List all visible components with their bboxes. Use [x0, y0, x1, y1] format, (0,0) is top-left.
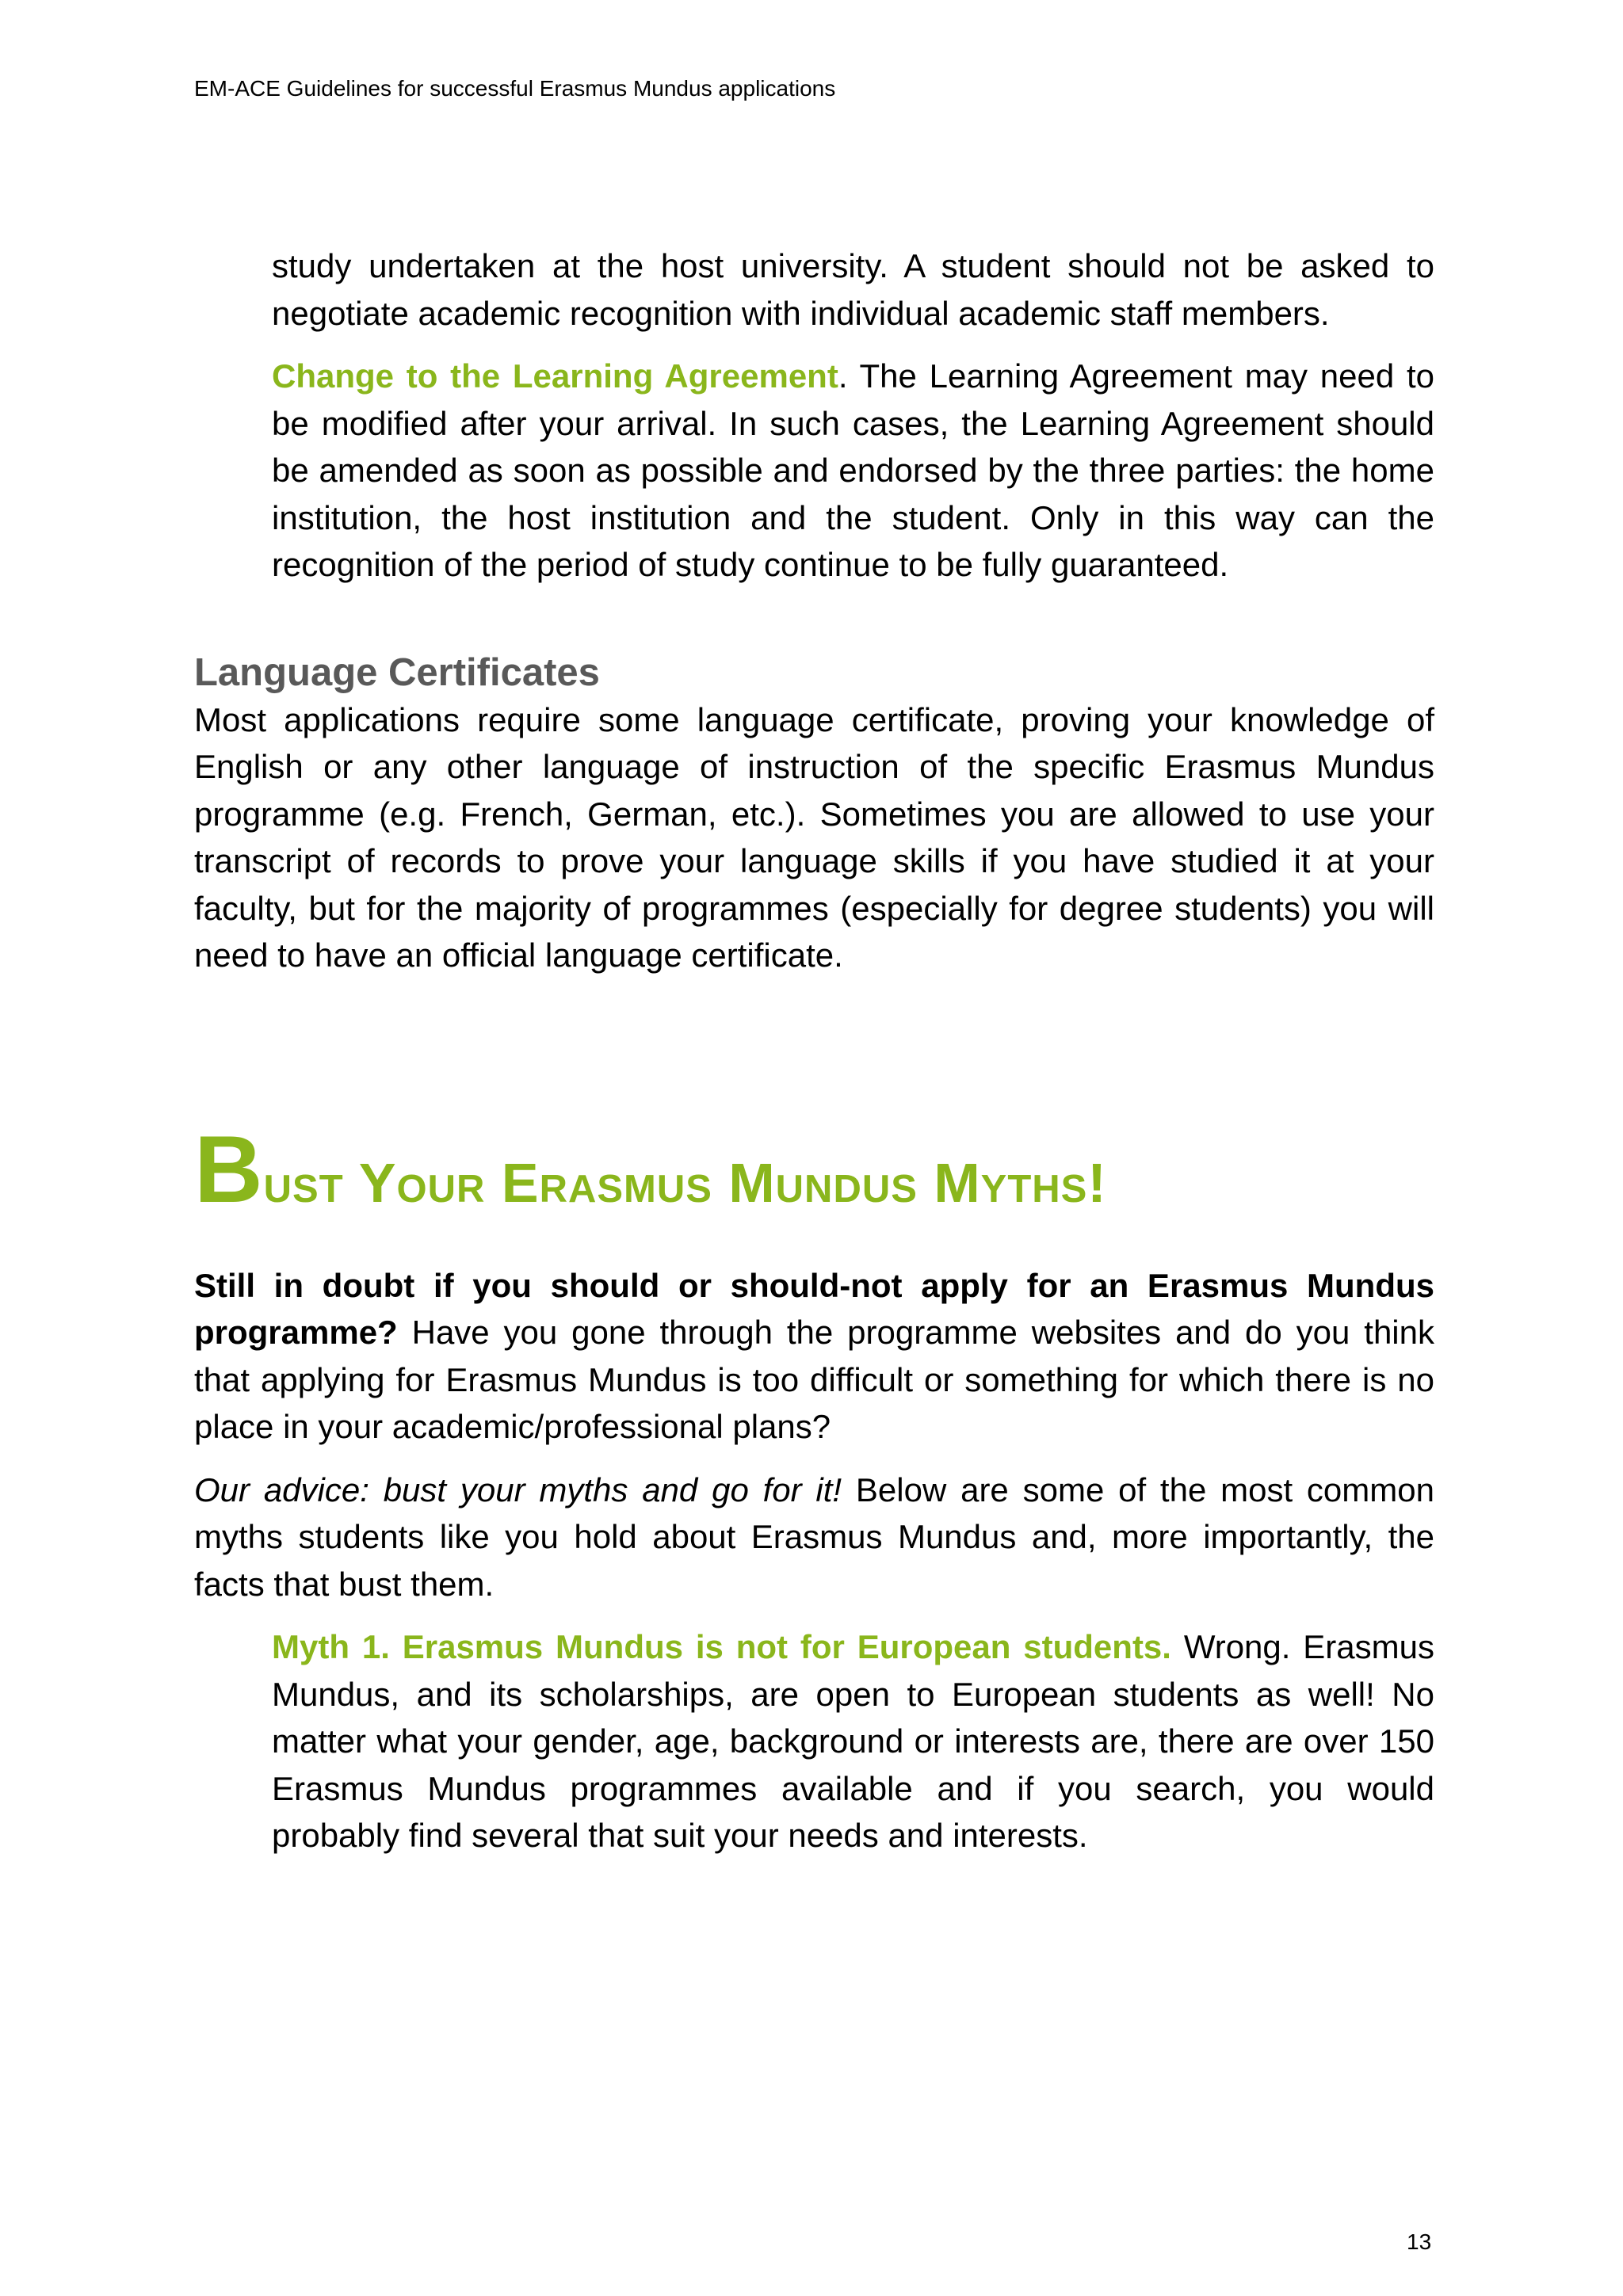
- advice-body: Below are some of the most common myths students like you hold about Erasmus Mundus and, more importantly, the facts that bust them.: [194, 1470, 1434, 1603]
- page-content: [194, 242, 1434, 1859]
- myths-heading-rest: ust Your Erasmus Mundus Myths!: [263, 1151, 1107, 1214]
- myths-intro-body: Have you gone through the programme websites and do you think that applying for Erasmus Mundus is too difficult or something for which there is no place in your academic/professional plans?: [194, 1314, 1434, 1445]
- myth-1-paragraph: [272, 1623, 1434, 1859]
- language-certificates-paragraph: Most applications require some language certificate, proving your knowledge of English or any other language of instruction of the specific Erasmus Mundus programme (e.g. French, German, etc.). Sometimes you are allowed to use your transcript of records to prove your language skills if you have studied it at your faculty, but for the majority of programmes (especially for degree students) you will need to have an official language certificate.: [194, 700, 1434, 974]
- myths-intro-bold: Still in doubt if you should or should-not apply for an Erasmus Mundus programme?: [194, 1266, 1434, 1351]
- myths-heading: [194, 1116, 1434, 1226]
- running-header: EM-ACE Guidelines for successful Erasmus Mundus applications: [194, 76, 836, 101]
- advice-italic: Our advice: bust your myths and go for it!: [194, 1470, 842, 1508]
- page-number: 13: [1407, 2229, 1432, 2254]
- myths-heading-cap: B: [194, 1116, 264, 1222]
- continued-paragraph: study undertaken at the host university. A student should not be asked to negotiate academic recognition with individual academic staff members.: [272, 247, 1434, 332]
- advice-paragraph: [194, 1466, 1434, 1608]
- learning-agreement-paragraph: [272, 353, 1434, 589]
- myths-intro-paragraph: [194, 1262, 1434, 1451]
- learning-agreement-lead: Change to the Learning Agreement: [272, 357, 838, 395]
- myth-1-body: Wrong. Erasmus Mundus, and its scholarships, are open to European students as well! No matter what your gender, age, background or interests are, there are over 150 Erasmus Mundus programmes available and if you search, you would probably find several that suit your needs and interests.: [272, 1628, 1434, 1854]
- learning-agreement-body: . The Learning Agreement may need to be modified after your arrival. In such cases, the Learning Agreement should be amended as soon as possible and endorsed by the three parties: the home institution, the host institution and the student. Only in this way can the recognition of the period of study continue to be fully guaranteed.: [272, 357, 1434, 583]
- myth-1-lead: Myth 1. Erasmus Mundus is not for European students.: [272, 1628, 1171, 1665]
- language-certificates-heading: Language Certificates: [194, 650, 600, 694]
